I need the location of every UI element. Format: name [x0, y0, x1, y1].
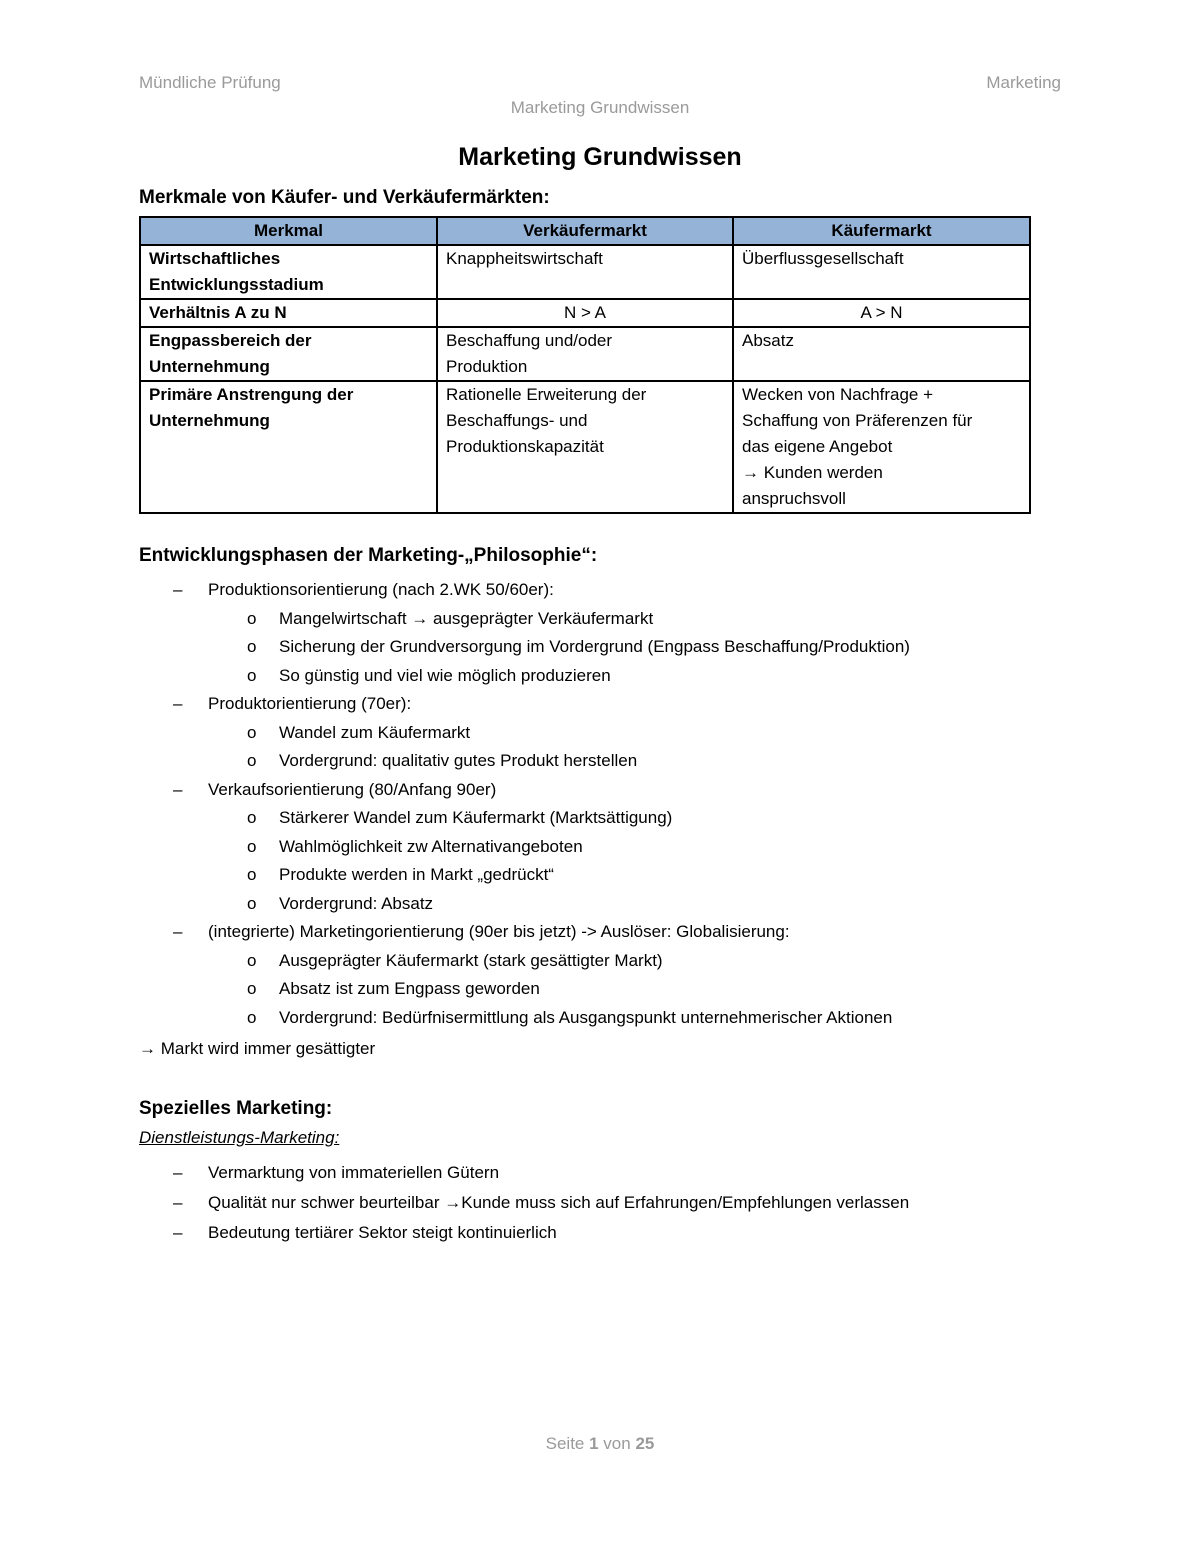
cell-line: Entwicklungsstadium: [149, 275, 324, 294]
item-text: Bedeutung tertiärer Sektor steigt kontinuierlich: [208, 1223, 557, 1242]
cell-line: Produktion: [446, 357, 528, 376]
item-text: Vordergrund: Bedürfnisermittlung als Ausgangspunkt unternehmerischer Aktionen: [279, 1007, 893, 1027]
page-footer: [0, 1434, 1200, 1454]
circle-bullet: o: [247, 665, 257, 685]
phase-label: Produktionsorientierung (nach 2.WK 50/60er):: [208, 580, 554, 599]
phase-label: Produktorientierung (70er):: [208, 694, 412, 713]
footer-prefix: Seite: [545, 1434, 590, 1453]
table-row: [140, 245, 1030, 299]
table-cell-verkaeufermarkt: N > A: [437, 299, 733, 327]
list-item: [170, 804, 910, 833]
item-text: Kunde muss sich auf Erfahrungen/Empfehlungen verlassen: [461, 1193, 910, 1212]
footer-mid: von: [598, 1434, 636, 1453]
header-left: Mündliche Prüfung: [139, 73, 281, 92]
table-cell-verkaeufermarkt: Knappheitswirtschaft: [437, 245, 733, 299]
page-total: 25: [635, 1434, 655, 1453]
table-cell-merkmal: [140, 327, 437, 381]
table-cell-verkaeufermarkt: [437, 327, 733, 381]
list-item: [170, 947, 910, 976]
cell-line: anspruchsvoll: [742, 489, 846, 508]
table-cell-merkmal: Verhältnis A zu N: [140, 299, 437, 327]
phase-label: Verkaufsorientierung (80/Anfang 90er): [208, 779, 497, 799]
table-header-merkmal: Merkmal: [140, 217, 437, 245]
table-cell-kaeufermarkt: A > N: [733, 299, 1030, 327]
page-number: 1: [589, 1434, 599, 1453]
list-item: [170, 576, 910, 690]
circle-bullet: o: [247, 865, 257, 884]
section-heading-speziell: Spezielles Marketing:: [139, 1098, 333, 1119]
table-header-kaeufermarkt: Käufermarkt: [733, 217, 1030, 245]
arrow-right-icon: →: [411, 608, 429, 628]
item-text: Vermarktung von immateriellen Gütern: [208, 1163, 500, 1182]
item-text: Produkte werden in Markt „gedrückt“: [279, 865, 554, 884]
subheading-dienstleistungs-marketing: Dienstleistungs-Marketing:: [139, 1128, 340, 1147]
circle-bullet: o: [247, 608, 257, 628]
phases-list: [170, 576, 910, 1032]
sub-list: [208, 605, 910, 691]
dash-bullet: –: [173, 1163, 183, 1182]
item-text: Wandel zum Käufermarkt: [279, 722, 471, 742]
circle-bullet: o: [247, 1007, 257, 1027]
list-item: [170, 833, 910, 862]
item-text: Absatz ist zum Engpass geworden: [279, 979, 540, 998]
item-text: Qualität nur schwer beurteilbar: [208, 1193, 445, 1212]
cell-line: Unternehmung: [149, 411, 270, 430]
item-text: ausgeprägter Verkäufermarkt: [433, 608, 654, 628]
cell-line: Unternehmung: [149, 357, 270, 376]
sub-list: [208, 947, 910, 1033]
item-text: Ausgeprägter Käufermarkt (stark gesättigter Markt): [279, 950, 663, 970]
conclusion-line: [139, 1035, 375, 1063]
sub-list: [208, 804, 910, 918]
circle-bullet: o: [247, 722, 257, 742]
item-text: Sicherung der Grundversorgung im Vordergrund (Engpass Beschaffung/Produktion): [279, 637, 910, 656]
sub-list: [208, 719, 910, 776]
table-row: [140, 299, 1030, 327]
item-text: So günstig und viel wie möglich produzieren: [279, 665, 611, 685]
table-header-row: [140, 217, 1030, 245]
cell-line: Wirtschaftliches: [149, 249, 281, 268]
item-text: Mangelwirtschaft: [279, 608, 412, 628]
dash-bullet: –: [173, 694, 183, 713]
circle-bullet: o: [247, 893, 257, 913]
item-text: Vordergrund: Absatz: [279, 893, 434, 913]
list-item: [170, 1004, 910, 1033]
table-row: [140, 381, 1030, 513]
item-text: Stärkerer Wandel zum Käufermarkt (Marktsättigung): [279, 808, 673, 827]
table-cell-kaeufermarkt: Absatz: [733, 327, 1030, 381]
cell-line: Engpassbereich der: [149, 331, 312, 350]
list-item: [170, 890, 910, 919]
conclusion-text: Markt wird immer gesättigter: [160, 1039, 376, 1058]
table-cell-merkmal: [140, 245, 437, 299]
dash-bullet: –: [173, 922, 183, 941]
comparison-table: [139, 216, 1031, 514]
list-item: [170, 861, 910, 890]
dienstleistung-list: [170, 1158, 909, 1248]
dash-bullet: –: [173, 779, 183, 799]
dash-bullet: –: [173, 1223, 183, 1242]
table-header-verkaeufermarkt: Verkäufermarkt: [437, 217, 733, 245]
table-cell-verkaeufermarkt: [437, 381, 733, 513]
table-cell-kaeufermarkt: Überflussgesellschaft: [733, 245, 1030, 299]
item-text: Vordergrund: qualitativ gutes Produkt herstellen: [279, 751, 638, 770]
section-heading-merkmale: Merkmale von Käufer- und Verkäufermärkten:: [139, 187, 550, 208]
list-item: [170, 1158, 909, 1188]
circle-bullet: o: [247, 808, 257, 827]
cell-line: Beschaffungs- und: [446, 411, 588, 430]
cell-line: Produktionskapazität: [446, 437, 604, 456]
header-right: Marketing: [986, 73, 1061, 92]
list-item: [170, 662, 910, 691]
cell-line: Wecken von Nachfrage +: [742, 385, 934, 404]
list-item: [170, 918, 910, 1032]
phase-label: (integrierte) Marketingorientierung (90er bis jetzt) -> Auslöser: Globalisierung:: [208, 922, 790, 941]
circle-bullet: o: [247, 836, 257, 856]
item-text: Wahlmöglichkeit zw Alternativangeboten: [279, 836, 583, 856]
table-cell-merkmal: [140, 381, 437, 513]
list-item: [170, 719, 910, 748]
list-item: [170, 1188, 909, 1218]
cell-line: Kunden werden: [763, 463, 883, 482]
circle-bullet: o: [247, 637, 257, 656]
list-item: [170, 747, 910, 776]
dash-bullet: –: [173, 580, 183, 599]
section-heading-phasen: Entwicklungsphasen der Marketing-„Philosophie“:: [139, 545, 598, 566]
cell-line: Rationelle Erweiterung der: [446, 385, 647, 404]
dash-bullet: –: [173, 1193, 183, 1212]
cell-line: das eigene Angebot: [742, 437, 893, 456]
circle-bullet: o: [247, 979, 257, 998]
arrow-right-icon: →: [139, 1039, 156, 1058]
cell-line: Schaffung von Präferenzen für: [742, 411, 973, 430]
table-row: [140, 327, 1030, 381]
arrow-right-icon: →: [444, 1193, 462, 1212]
arrow-right-icon: →: [742, 463, 759, 482]
cell-line: Primäre Anstrengung der: [149, 385, 354, 404]
list-item: [170, 1218, 909, 1248]
circle-bullet: o: [247, 950, 257, 970]
list-item: [170, 633, 910, 662]
table-cell-kaeufermarkt: [733, 381, 1030, 513]
circle-bullet: o: [247, 751, 257, 770]
list-item: [170, 690, 910, 776]
cell-line: Beschaffung und/oder: [446, 331, 613, 350]
list-item: [170, 605, 910, 634]
document-title: Marketing Grundwissen: [458, 143, 742, 171]
list-item: [170, 975, 910, 1004]
header-center: Marketing Grundwissen: [510, 98, 690, 117]
list-item: [170, 776, 910, 919]
